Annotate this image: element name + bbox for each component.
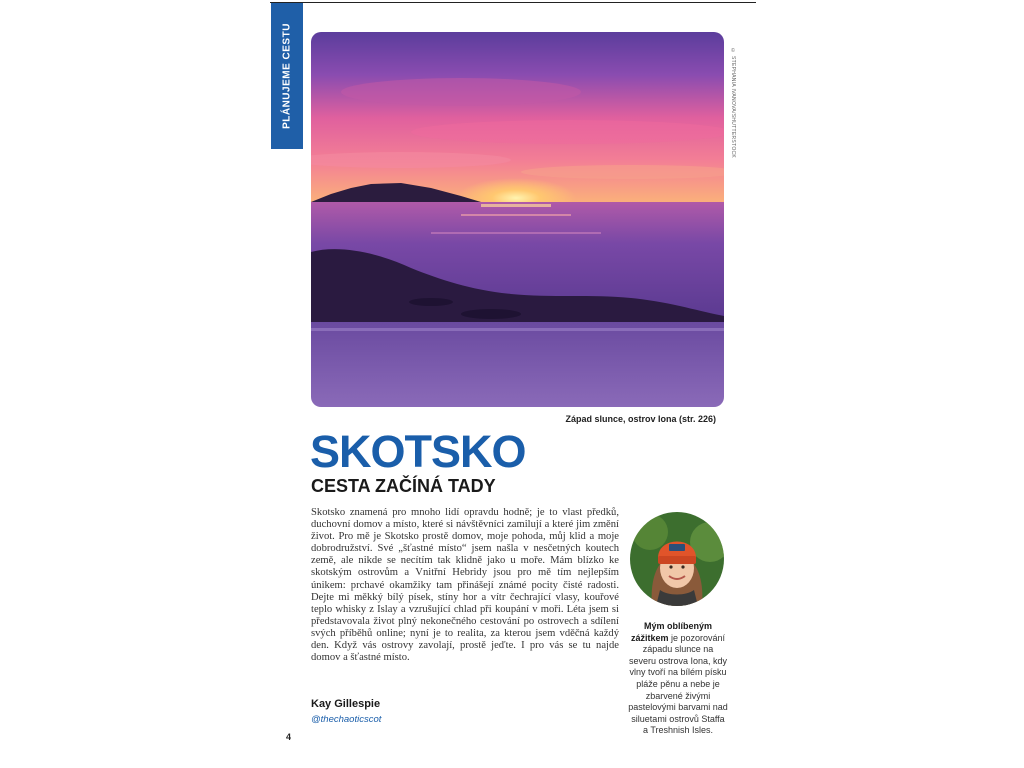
page-subtitle: CESTA ZAČÍNÁ TADY [311, 476, 496, 496]
section-tab-label: PLÁNUJEME CESTU [281, 23, 293, 129]
favorite-experience-note [628, 621, 728, 737]
page-title: SKOTSKO [310, 426, 526, 477]
favorite-experience-text: je pozorování západu slunce na severu ostrova Iona, kdy vlny tvoří na bílém písku pláže pěnu a nebe je zbarvené živými pastelovými barvami nad siluetami ostrovů Staffa a Treshnish Isles. [628, 632, 728, 736]
page-top-rule [270, 2, 756, 3]
author-handle[interactable]: @thechaoticscot [311, 714, 382, 725]
page-number: 4 [286, 732, 292, 742]
sunset-photo [311, 32, 724, 407]
intro-paragraph: Skotsko znamená pro mnoho lidí opravdu hodně; je to vlast předků, duchovní domov a místo, které si návštěvníci zamilují a které jim změní život. Pro mě je Skotsko prostě domov, moje pohoda, můj klid a moje dobrodružství. Své „šťastné místo“ jsem našla v nesčetných koutech země, ale nikde se necítím tak klidně jako u moře. Mám blízko ke skotským ostrovům a Vnitřní Hebridy jsou pro mě tím nejlepším únikem: prchavé okamžiky tam přinášejí známé pocity čisté radosti. Dejte mi měkký bílý písek, stíny hor a vítr čechrající vlasy, kouřové teplo whisky z Islay a vzrušující chlad při koupání v moři. Léta jsem si představovala život plný nekonečného cestování po ostrovech a sdílení svých příběhů online; nyní je to realita, za kterou jsem vděčná každý den. Když vás ostrovy zavolají, prostě jeďte. I pro vás se tu najde domov a šťastné místo. [311, 507, 619, 664]
favorite-experience-highlight: Mým oblíbeným zážitkem [630, 621, 712, 643]
author-avatar [630, 512, 724, 606]
sunset-illustration [311, 32, 724, 407]
author-portrait-icon [630, 512, 724, 606]
photo-caption: Západ slunce, ostrov Iona (str. 226) [565, 414, 716, 424]
photo-credit: © STEPHANIA IVANOVA/SHUTTERSTOCK [730, 48, 736, 159]
author-name: Kay Gillespie [311, 698, 381, 710]
